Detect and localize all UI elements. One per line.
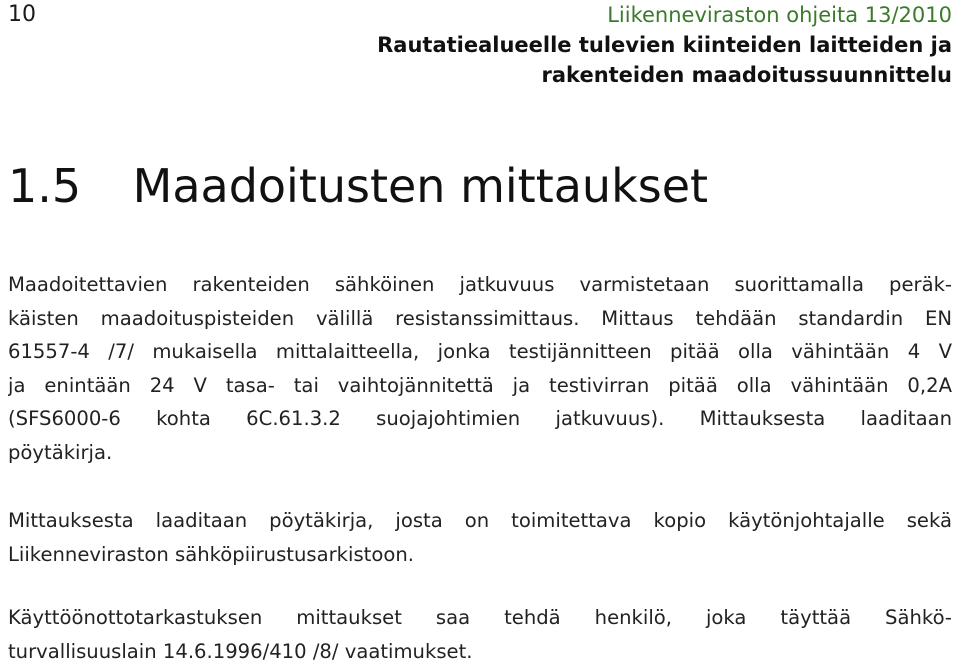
paragraph-line: Mittauksesta laaditaan pöytäkirja, josta on toimitettava kopio käytönjohtajalle sekä (8, 509, 952, 532)
document-title-line-2: rakenteiden maadoitussuunnittelu (541, 63, 952, 87)
paragraph-line: (SFS6000-6 kohta 6C.61.3.2 suojajohtimien jatkuvuus). Mittauksesta laaditaan (8, 407, 952, 431)
paragraph-commissioning (8, 601, 952, 668)
section-title: Maadoitusten mittaukset (132, 159, 709, 213)
paragraph-line: ja enintään 24 V tasa- tai vaihtojännitettä ja testivirran pitää olla vähintään 0,2A (8, 373, 952, 397)
paragraph-resistance-measurement (8, 268, 952, 470)
paragraph-line: Liikenneviraston sähköpiirustusarkistoon. (8, 542, 414, 566)
paragraph-line: 61557-4 /7/ mukaisella mittalaitteella, jonka testijännitteen pitää olla vähintään 4 V (8, 340, 952, 364)
paragraph-protocol (8, 504, 952, 571)
section-number: 1.5 (8, 159, 82, 213)
paragraph-line: Maadoitettavien rakenteiden sähköinen jatkuvuus varmistetaan suorittamalla peräk- (8, 273, 952, 296)
publication-series: Liikenneviraston ohjeita 13/2010 (607, 3, 952, 27)
section-heading (8, 156, 708, 216)
paragraph-line: turvallisuuslain 14.6.1996/410 /8/ vaatimukset. (8, 639, 473, 663)
document-title-line-1: Rautatiealueelle tulevien kiinteiden laitteiden ja (377, 33, 952, 57)
paragraph-line: käisten maadoituspisteiden välillä resistanssimittaus. Mittaus tehdään standardin EN (8, 306, 952, 330)
running-header (377, 0, 952, 90)
paragraph-line: pöytäkirja. (8, 440, 113, 464)
page-number: 10 (8, 2, 36, 27)
paragraph-line: Käyttöönottotarkastuksen mittaukset saa tehdä henkilö, joka täyttää Sähkö- (8, 606, 952, 629)
